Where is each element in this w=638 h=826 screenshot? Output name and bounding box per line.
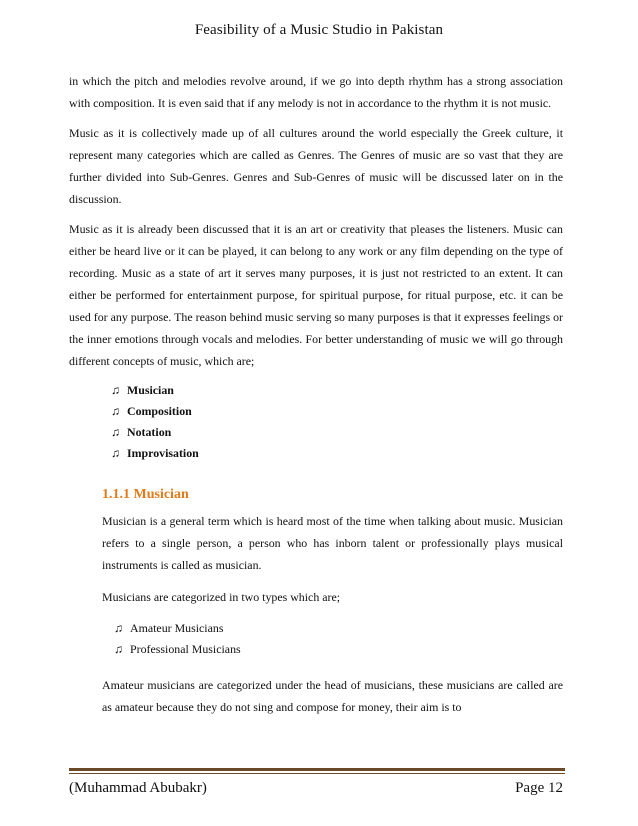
musician-types-list bbox=[114, 618, 563, 660]
paragraph-1: in which the pitch and melodies revolve around, if we go into depth rhythm has a strong association with composition. It is even said that if any melody is not in accordance to the rhythm it is not music. bbox=[69, 74, 563, 110]
music-note-icon: ♫ bbox=[114, 621, 123, 635]
section-musician bbox=[102, 484, 563, 718]
list-item: ♫ Professional Musicians bbox=[114, 639, 563, 660]
footer-author: (Muhammad Abubakr) bbox=[69, 780, 207, 796]
section-paragraph-1: Musician is a general term which is heard most of the time when talking about music. Musician refers to a single person, a person who has inborn talent or professionally plays musical instruments is called as musician. bbox=[102, 514, 563, 572]
list-item: ♫ Improvisation bbox=[111, 443, 563, 464]
concepts-list bbox=[111, 380, 563, 464]
music-note-icon: ♫ bbox=[111, 425, 120, 439]
list-item: ♫ Musician bbox=[111, 380, 563, 401]
section-paragraph-3: Amateur musicians are categorized under the head of musicians, these musicians are called are as amateur because they do not sing and compose for money, their aim is to bbox=[102, 678, 563, 714]
footer-divider-thin bbox=[69, 773, 565, 774]
section-heading: 1.1.1 Musician bbox=[102, 487, 189, 502]
page-body bbox=[69, 70, 563, 728]
list-item: ♫ Composition bbox=[111, 401, 563, 422]
paragraph-2: Music as it is collectively made up of all cultures around the world especially the Greek culture, it represent many categories which are called as Genres. The Genres of music are so vast that they are further divided into Sub-Genres. Genres and Sub-Genres of music will be discussed later on in the discussion. bbox=[69, 126, 563, 206]
list-item: ♫ Amateur Musicians bbox=[114, 618, 563, 639]
section-paragraph-2: Musicians are categorized in two types which are; bbox=[102, 590, 341, 604]
music-note-icon: ♫ bbox=[111, 446, 120, 460]
footer-divider-thick bbox=[69, 768, 565, 771]
list-item: ♫ Notation bbox=[111, 422, 563, 443]
footer-page-number: Page 12 bbox=[515, 780, 563, 796]
paragraph-3: Music as it is already been discussed that it is an art or creativity that pleases the listeners. Music can either be heard live or it can be played, it can belong to any work or any film depending on the type of recording. Music as a state of art it serves many purposes, it is just not restricted to an extent. It can either be performed for entertainment purpose, for spiritual purpose, for ritual purpose, etc. it can be used for any purpose. The reason behind music serving so many purposes is that it expresses feelings or the inner emotions through vocals and melodies. For better understanding of music we will go through different concepts of music, which are; bbox=[69, 222, 563, 368]
music-note-icon: ♫ bbox=[114, 642, 123, 656]
page-header-title: Feasibility of a Music Studio in Pakistan bbox=[194, 22, 444, 38]
music-note-icon: ♫ bbox=[111, 404, 120, 418]
music-note-icon: ♫ bbox=[111, 383, 120, 397]
